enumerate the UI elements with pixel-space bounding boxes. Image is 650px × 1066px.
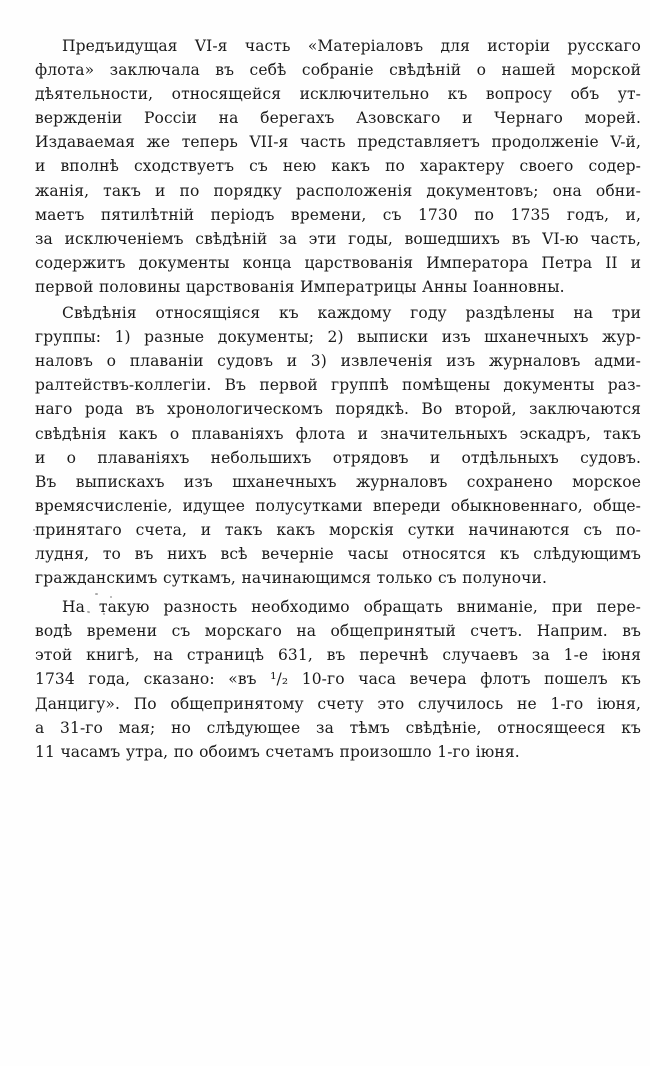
text-line: этой книгѣ, на страницѣ 631, въ перечнѣ случаевъ за 1-е іюня [35,646,641,665]
text-line: На такую разность необходимо обращать вниманіе, при пере- [62,598,641,617]
text-line: маетъ пятилѣтній періодъ времени, съ 1730 по 1735 годъ, и, [35,205,641,224]
text-line: ралтействъ-коллегіи. Въ первой группѣ помѣщены документы раз- [35,376,641,395]
text-line: Свѣдѣнія относящіяся къ каждому году раздѣлены на три [62,304,641,323]
text-line: дѣятельности, относящейся исключительно къ вопросу объ ут- [35,85,641,104]
text-line: за исключеніемъ свѣдѣній за эти годы, вошедшихъ въ VI-ю часть, [35,229,641,248]
text-block [35,34,641,764]
text-line: Издаваемая же теперь VII-я часть представляетъ продолженіе V-й, [35,133,641,152]
paragraph-time-note [35,595,641,764]
text-line: наловъ о плаваніи судовъ и 3) извлеченія изъ журналовъ адми- [35,352,641,371]
scan-speck [95,593,98,595]
text-line: и вполнѣ сходствуетъ съ нею какъ по характеру своего содер- [35,157,641,176]
text-line: флота» заключала въ себѣ собраніе свѣдѣній о нашей морской [35,61,641,80]
text-line: 1734 года, сказано: «въ ¹/₂ 10-го часа вечера флотъ пошелъ къ [35,670,641,689]
text-line: 11 часамъ утра, по обоимъ счетамъ произошло 1-го іюня. [35,742,520,761]
text-line: гражданскимъ суткамъ, начинающимся только съ полуночи. [35,569,547,588]
scan-speck [110,596,112,598]
text-line: лудня, то въ нихъ всѣ вечерніе часы относятся къ слѣдующимъ [35,544,641,563]
text-line: Данцигу». По общепринятому счету это случилось не 1-го іюня, [35,694,641,713]
paragraph-structure [35,301,641,590]
text-line: Предъидущая VI-я часть «Матеріаловъ для исторіи русскаго [62,37,641,55]
scan-speck [33,529,35,531]
text-line: вержденіи Россіи на берегахъ Азовскаго и Чернаго морей. [35,109,641,128]
text-line: Въ выпискахъ изъ шханечныхъ журналовъ сохранено морское [35,472,641,491]
text-line: свѣдѣнія какъ о плаваніяхъ флота и значительныхъ эскадръ, такъ [35,424,641,443]
scan-speck [103,613,105,615]
text-line: содержитъ документы конца царствованія Императора Петра II и [35,253,641,272]
text-line: группы: 1) разные документы; 2) выписки изъ шханечныхъ жур- [35,328,641,347]
paragraph-intro [35,34,641,299]
text-line: наго рода въ хронологическомъ порядкѣ. Во второй, заключаются [35,400,641,419]
text-line: и о плаваніяхъ небольшихъ отрядовъ и отдѣльныхъ судовъ. [35,448,641,467]
text-line: принятаго счета, и такъ какъ морскія сутки начинаются съ по- [35,520,641,539]
text-line: времясчисленіе, идущее полусутками впереди обыкновеннаго, обще- [35,496,641,515]
text-line: водѣ времени съ морскаго на общепринятый счетъ. Наприм. въ [35,622,641,641]
text-line: жанія, такъ и по порядку расположенія документовъ; она обни- [35,181,641,200]
text-line: первой половины царствованія Императрицы Анны Іоанновны. [35,277,565,296]
text-line: а 31-го мая; но слѣдующее за тѣмъ свѣдѣніе, относящееся къ [35,718,641,737]
